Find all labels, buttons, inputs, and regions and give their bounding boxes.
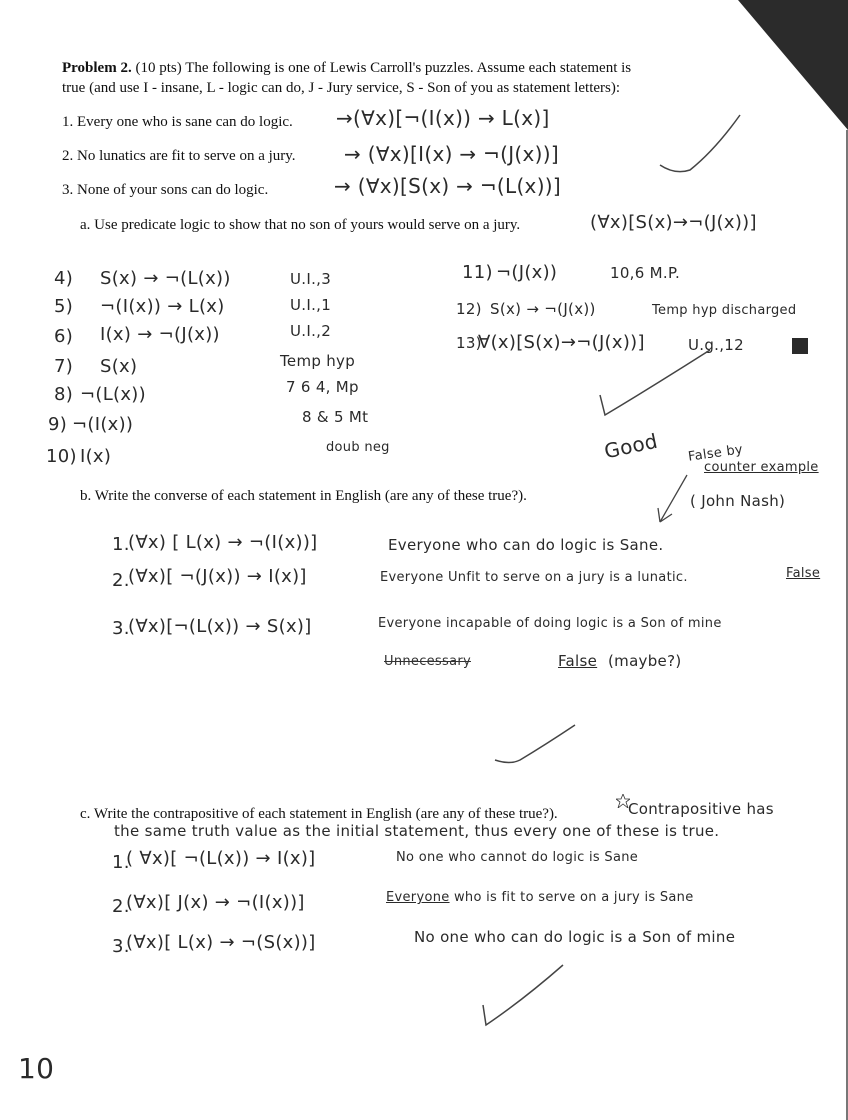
proof-step-number: 10) (46, 446, 77, 467)
converse-1-english: Everyone who can do logic is Sane. (388, 536, 664, 554)
proof-step-expression: ¬(L(x)) (80, 384, 146, 405)
proof-step-expression: ¬(I(x)) → L(x) (100, 296, 225, 317)
proof-step-number: 5) (54, 296, 74, 317)
problem-heading-line (62, 60, 631, 77)
grader-false-by: False by (687, 442, 744, 465)
statement-2-label: 2. No lunatics are fit to serve on a jury. (62, 148, 296, 164)
proof-step-expression: I(x) → ¬(J(x)) (100, 324, 220, 345)
check-mark-icon (478, 960, 568, 1030)
proof-step-justification: doub neg (326, 440, 390, 455)
proof-step-number: 11) (462, 262, 493, 283)
grader-counter-example: counter example (704, 460, 819, 475)
contrapositive-2-formula: (∀x)[ J(x) → ¬(I(x))] (126, 892, 305, 913)
proof-step-expression: ¬(I(x)) (72, 414, 134, 435)
star-icon (616, 794, 630, 808)
proof-step-justification: 7 6 4, Mp (286, 378, 359, 396)
proof-step-expression: ∀(x)[S(x)→¬(J(x))] (478, 332, 645, 353)
converse-2-formula: (∀x)[ ¬(J(x)) → I(x)] (128, 566, 307, 587)
proof-step-number: 4) (54, 268, 74, 289)
contrapositive-2-english (386, 890, 694, 905)
proof-step-expression: S(x) → ¬(L(x)) (100, 268, 231, 289)
contrapositive-2-english-rest: who is fit to serve on a jury is Sane (449, 890, 694, 905)
check-mark-icon (655, 110, 745, 180)
proof-step-number: 7) (54, 356, 74, 377)
converse-1-formula: (∀x) [ L(x) → ¬(I(x))] (128, 532, 318, 553)
problem-intro-line2: true (and use I - insane, L - logic can do, J - Jury service, S - Son of you as statement letters): (62, 80, 621, 96)
contrapositive-2-number: 2. (112, 896, 130, 917)
proof-step-expression: ¬(J(x)) (496, 262, 558, 283)
converse-3-english: Everyone incapable of doing logic is a Son of mine (378, 616, 722, 631)
check-mark-icon (490, 720, 580, 770)
proof-step-justification: Temp hyp discharged (652, 303, 797, 318)
part-c-note-line2: the same truth value as the initial statement, thus every one of these is true. (114, 822, 720, 840)
contrapositive-1-formula: ( ∀x)[ ¬(L(x)) → I(x)] (126, 848, 316, 869)
converse-tail-struck: Unnecessary (384, 654, 471, 669)
statement-2-formula: → (∀x)[I(x) → ¬(J(x))] (344, 142, 559, 166)
part-c-prompt: c. Write the contrapositive of each statement in English (are any of these true?). (80, 806, 558, 822)
proof-step-number: 13) (456, 334, 482, 352)
contrapositive-1-number: 1. (112, 852, 130, 873)
converse-tail-note: (maybe?) (608, 652, 682, 670)
contrapositive-2-english-emph: Everyone (386, 890, 450, 905)
converse-1-number: 1. (112, 534, 130, 555)
converse-2-number: 2. (112, 570, 130, 591)
converse-2-english: Everyone Unfit to serve on a jury is a lunatic. (380, 570, 688, 585)
statement-1-formula: →(∀x)[¬(I(x)) → L(x)] (336, 106, 550, 130)
proof-step-expression: I(x) (80, 446, 112, 467)
proof-step-justification: U.I.,1 (290, 296, 332, 314)
proof-step-justification: U.I.,3 (290, 270, 332, 288)
statement-3-label: 3. None of your sons can do logic. (62, 182, 269, 198)
proof-step-expression: S(x) → ¬(J(x)) (490, 300, 596, 318)
contrapositive-3-english: No one who can do logic is a Son of mine (414, 928, 736, 946)
proof-step-justification: Temp hyp (280, 352, 356, 370)
proof-step-number: 8) (54, 384, 74, 405)
contrapositive-1-english: No one who cannot do logic is Sane (396, 850, 639, 865)
part-a-prompt: a. Use predicate logic to show that no son of yours would serve on a jury. (80, 217, 521, 233)
contrapositive-3-formula: (∀x)[ L(x) → ¬(S(x))] (126, 932, 316, 953)
proof-step-expression: S(x) (100, 356, 138, 377)
proof-step-number: 9) (48, 414, 68, 435)
check-mark-icon (595, 345, 715, 420)
proof-step-number: 6) (54, 326, 74, 347)
part-b-prompt: b. Write the converse of each statement in English (are any of these true?). (80, 488, 527, 504)
score: 10 (18, 1052, 55, 1085)
converse-3-number: 3. (112, 618, 130, 639)
page-corner-cut (738, 0, 848, 130)
grader-john-nash: ( John Nash) (690, 492, 786, 510)
proof-step-justification: U.g.,12 (688, 336, 744, 354)
statement-3-formula: → (∀x)[S(x) → ¬(L(x))] (334, 174, 562, 198)
statement-1-label: 1. Every one who is sane can do logic. (62, 114, 293, 130)
converse-tail-verdict: False (558, 652, 598, 670)
grader-comment-good: Good (602, 428, 660, 464)
part-c-note-line1: Contrapositive has (628, 800, 774, 818)
contrapositive-3-number: 3. (112, 936, 130, 957)
proof-step-justification: U.I.,2 (290, 322, 332, 340)
proof-step-justification: 10,6 M.P. (610, 264, 681, 282)
converse-2-verdict: False (786, 566, 821, 581)
arrow-down-icon (652, 470, 692, 530)
proof-step-number: 12) (456, 300, 482, 318)
proof-step-justification: 8 & 5 Mt (302, 408, 369, 426)
part-a-answer: (∀x)[S(x)→¬(J(x))] (590, 212, 757, 233)
qed-box-icon (792, 338, 808, 354)
problem-heading: Problem 2. (62, 60, 132, 76)
converse-3-formula: (∀x)[¬(L(x)) → S(x)] (128, 616, 312, 637)
problem-intro-line1: (10 pts) The following is one of Lewis Carroll's puzzles. Assume each statement is (135, 60, 632, 76)
